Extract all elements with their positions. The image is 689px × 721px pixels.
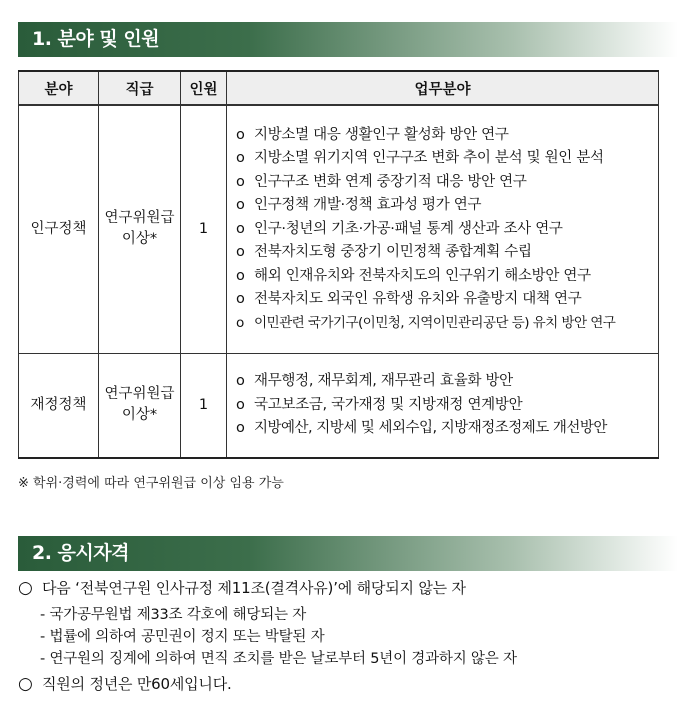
bullet-icon: o <box>236 373 245 389</box>
duty-item <box>236 265 654 289</box>
header-field: 분야 <box>19 71 99 105</box>
bullet-icon: o <box>236 173 245 190</box>
table-header-row <box>19 71 659 105</box>
header-count: 인원 <box>181 71 227 105</box>
duty-text: 지방예산, 지방세 및 세외수입, 지방재정조정제도 개선방안 <box>254 420 607 436</box>
count-cell: 1 <box>181 353 227 458</box>
footnote: ※ 학위·경력에 따라 연구위원급 이상 임용 가능 <box>18 476 284 491</box>
header-rank: 직급 <box>99 71 181 105</box>
header-duties: 업무분야 <box>227 71 659 105</box>
bullet-icon: o <box>236 420 245 436</box>
duty-item <box>236 370 654 394</box>
table-row <box>19 353 659 458</box>
bullet-icon: o <box>236 314 244 331</box>
requirement-text: 직원의 정년은 만60세입니다. <box>42 675 232 693</box>
requirement-item <box>18 577 678 598</box>
rank-line: 연구위원급 <box>104 210 175 227</box>
duty-text: 전북자치도형 중장기 이민정책 종합계획 수립 <box>254 244 532 260</box>
bullet-icon: o <box>236 291 245 307</box>
duty-text: 지방소멸 위기지역 인구구조 변화 추이 분석 및 원인 분석 <box>254 150 604 166</box>
bullet-icon: o <box>236 267 245 284</box>
duty-text: 재무행정, 재무회계, 재무관리 효율화 방안 <box>254 373 513 389</box>
duty-text: 국고보조금, 국가재정 및 지방재정 연계방안 <box>254 396 523 413</box>
duty-text: 인구·청년의 기초·가공·패널 통계 생산과 조사 연구 <box>254 220 563 237</box>
duty-item <box>236 312 654 336</box>
bullet-icon: o <box>236 126 245 143</box>
circle-bullet-icon: ○ <box>18 674 33 694</box>
duties-cell <box>227 105 659 353</box>
rank-line: 이상* <box>121 407 158 424</box>
requirement-item <box>18 673 678 694</box>
count-cell: 1 <box>181 105 227 353</box>
bullet-icon: o <box>236 150 245 166</box>
circle-bullet-icon: ○ <box>18 578 33 598</box>
sub-requirement: - 연구원의 징계에 의하여 면직 조치를 받은 날로부터 5년이 경과하지 않은 자 <box>40 651 517 667</box>
sub-requirement: - 국가공무원법 제33조 각호에 해당되는 자 <box>40 607 307 623</box>
field-cell: 재정정책 <box>19 353 99 458</box>
requirement-text: 다음 ‘전북연구원 인사규정 제11조(결격사유)’에 해당되지 않는 자 <box>42 579 466 597</box>
bullet-icon: o <box>236 396 245 413</box>
duty-item <box>236 147 654 171</box>
duty-item <box>236 241 654 265</box>
table-row <box>19 105 659 353</box>
duty-text: 인구정책 개발·정책 효과성 평가 연구 <box>254 197 482 213</box>
duty-item <box>236 171 654 195</box>
duty-text: 인구구조 변화 연계 중장기적 대응 방안 연구 <box>254 173 527 190</box>
duty-text: 이민관련 국가기구(이민청, 지역이민관리공단 등) 유치 방안 연구 <box>254 314 616 331</box>
field-cell: 인구정책 <box>19 105 99 353</box>
duty-item <box>236 394 654 418</box>
bullet-icon: o <box>236 197 245 213</box>
section-1-title: 1. 분야 및 인원 <box>18 22 678 57</box>
section-2-title: 2. 응시자격 <box>18 536 678 571</box>
rank-cell <box>99 353 181 458</box>
duties-cell <box>227 353 659 458</box>
rank-cell <box>99 105 181 353</box>
duty-text: 지방소멸 대응 생활인구 활성화 방안 연구 <box>254 126 509 143</box>
sub-requirement: - 법률에 의하여 공민권이 정지 또는 박탈된 자 <box>40 629 325 645</box>
duty-item <box>236 417 654 441</box>
rank-line: 이상* <box>121 231 158 248</box>
duty-item <box>236 124 654 148</box>
duty-text: 전북자치도 외국인 유학생 유치와 유출방지 대책 연구 <box>254 291 582 307</box>
rank-line: 연구위원급 <box>104 386 175 403</box>
duty-item <box>236 194 654 218</box>
duty-text: 해외 인재유치와 전북자치도의 인구위기 해소방안 연구 <box>254 267 591 284</box>
positions-table <box>18 70 659 459</box>
duty-item <box>236 218 654 242</box>
duty-item <box>236 288 654 312</box>
bullet-icon: o <box>236 244 245 260</box>
bullet-icon: o <box>236 220 245 237</box>
